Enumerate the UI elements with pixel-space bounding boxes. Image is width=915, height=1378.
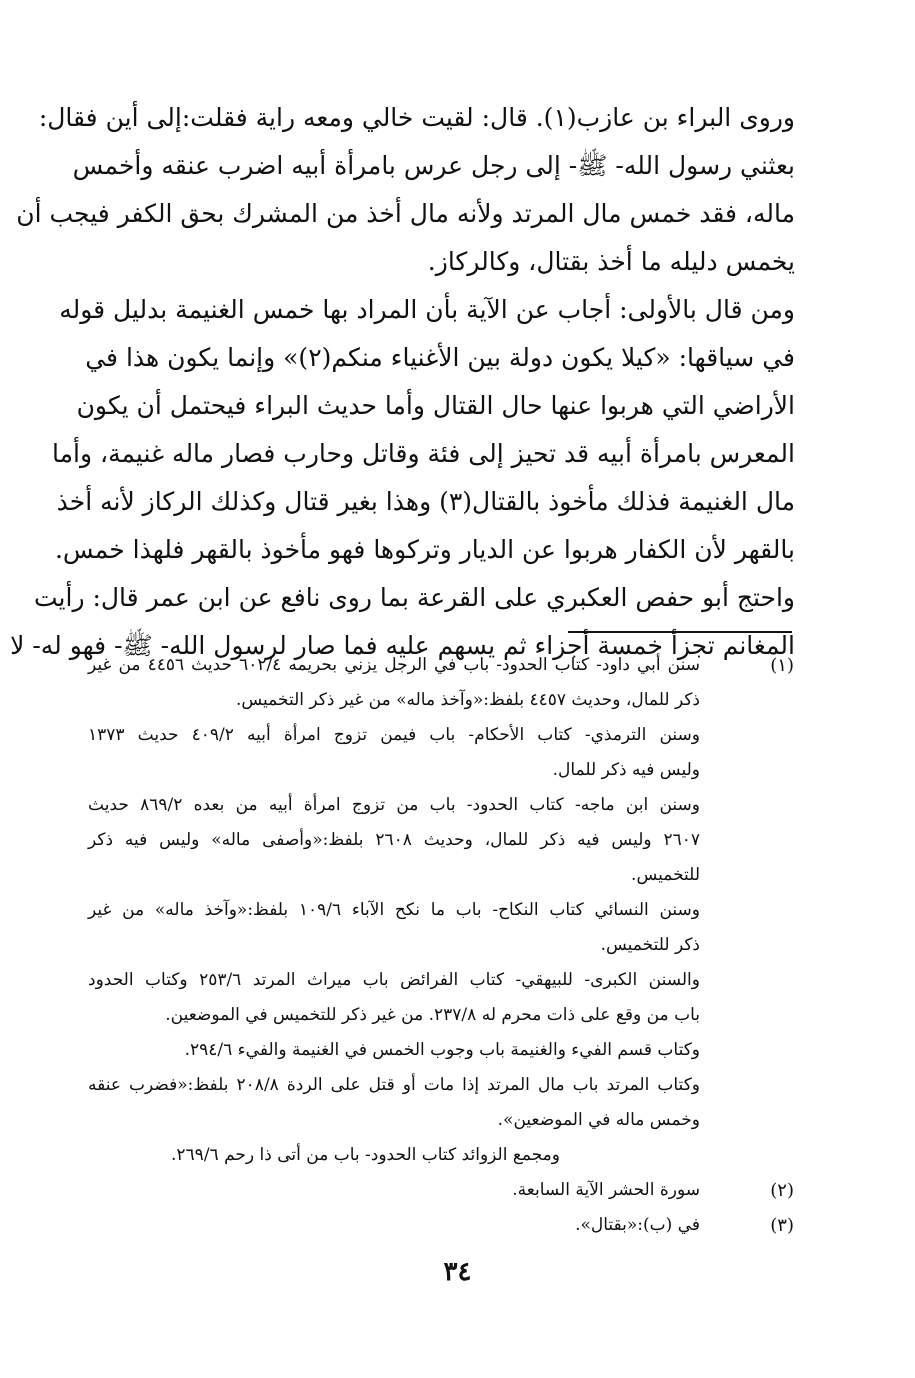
footnote-2 <box>88 1173 800 1208</box>
main-text-line: وروى البراء بن عازب(١). قال: لقيت خالي ومعه راية فقلت:إلى أين فقال: <box>38 103 795 132</box>
footnote-separator <box>568 631 792 633</box>
page-number: ٣٤ <box>443 1257 472 1287</box>
main-text-line: ومن قال بالأولى: أجاب عن الآية بأن المراد بها خمس الغنيمة بدليل قوله <box>59 295 795 324</box>
footnote-line: وخمس ماله في الموضعين». <box>497 1110 700 1130</box>
main-text-line: مال الغنيمة فذلك مأخوذ بالقتال(٣) وهذا بغير قتال وكذلك الركاز لأنه أخذ <box>56 487 795 516</box>
main-text-line: بعثني رسول الله- ﷺ- إلى رجل عرس بامرأة أبيه اضرب عنقه وأخمس <box>72 151 795 180</box>
footnote-line: وكتاب المرتد باب مال المرتد إذا مات أو قتل على الردة ٢٠٨/٨ بلفظ:«فضرب عنقه <box>88 1075 700 1095</box>
footnote-line: ذكر للمال، وحديث ٤٤٥٧ بلفظ:«وآخذ ماله» من غير ذكر التخميس. <box>235 690 700 710</box>
footnote-line: ذكر للتخميس. <box>600 935 700 955</box>
footnote-line: باب من وقع على ذات محرم له ٢٣٧/٨. من غير ذكر للتخميس في الموضعين. <box>165 1005 700 1025</box>
footnote-line: في (ب):«بقتال». <box>575 1215 700 1235</box>
footnote-number: (٣) <box>770 1215 794 1236</box>
main-text-line: واحتج أبو حفص العكبري على القرعة بما روى نافع عن ابن عمر قال: رأيت <box>34 583 795 612</box>
footnote-line: سورة الحشر الآية السابعة. <box>512 1180 700 1200</box>
footnote-line: وليس فيه ذكر للمال. <box>552 760 700 780</box>
footnote-line: وسنن ابن ماجه- كتاب الحدود- باب من تزوج امرأة أبيه من بعده ٨٦٩/٢ حديث <box>88 795 700 815</box>
footnote-line: للتخميس. <box>631 865 700 885</box>
main-text-line: المعرس بامرأة أبيه قد تحيز إلى فئة وقاتل وحارب فصار ماله غنيمة، وأما <box>52 439 795 468</box>
footnote-line: وسنن الترمذي- كتاب الأحكام- باب فيمن تزوج امرأة أبيه ٤٠٩/٢ حديث ١٣٧٣ <box>88 725 700 745</box>
footnotes <box>88 648 800 1243</box>
main-text-line: المغانم تجزأ خمسة أجزاء ثم يسهم عليه فما صار لرسول الله- ﷺ- فهو له- لا <box>10 631 795 660</box>
footnote-3 <box>88 1208 800 1243</box>
main-text-line: ماله، فقد خمس مال المرتد ولأنه مال أخذ من المشرك بحق الكفر فيجب أن <box>16 199 795 228</box>
footnote-line: وكتاب قسم الفيء والغنيمة باب وجوب الخمس في الغنيمة والفيء ٢٩٤/٦. <box>184 1040 700 1060</box>
footnote-number: (١) <box>770 655 794 676</box>
main-text-line: يخمس دليله ما أخذ بقتال، وكالركاز. <box>427 247 795 276</box>
main-text <box>10 94 795 670</box>
footnote-number: (٢) <box>770 1180 794 1201</box>
footnote-1 <box>88 648 800 1173</box>
footnote-line: والسنن الكبرى- للبيهقي- كتاب الفرائض باب ميراث المرتد ٢٥٣/٦ وكتاب الحدود <box>88 970 700 990</box>
footnote-line: سنن أبي داود- كتاب الحدود- باب في الرجل يزني بحريمه ٦٠٢/٤ حديث ٤٤٥٦ من غير <box>88 655 700 675</box>
footnote-line: ومجمع الزوائد كتاب الحدود- باب من أتى ذا رحم ٢٦٩/٦. <box>171 1145 560 1165</box>
footnote-line: وسنن النسائي كتاب النكاح- باب ما نكح الآباء ١٠٩/٦ بلفظ:«وآخذ ماله» من غير <box>88 900 700 920</box>
footnote-line: ٢٦٠٧ وليس فيه ذكر للمال، وحديث ٢٦٠٨ بلفظ:«وأصفى ماله» وليس فيه ذكر <box>88 830 701 850</box>
main-text-line: بالقهر لأن الكفار هربوا عن الديار وتركوها فهو مأخوذ بالقهر فلهذا خمس. <box>54 535 795 564</box>
main-text-line: الأراضي التي هربوا عنها حال القتال وأما حديث البراء فيحتمل أن يكون <box>76 391 795 420</box>
main-text-line: في سياقها: «كيلا يكون دولة بين الأغنياء منكم(٢)» وإنما يكون هذا في <box>85 343 795 372</box>
